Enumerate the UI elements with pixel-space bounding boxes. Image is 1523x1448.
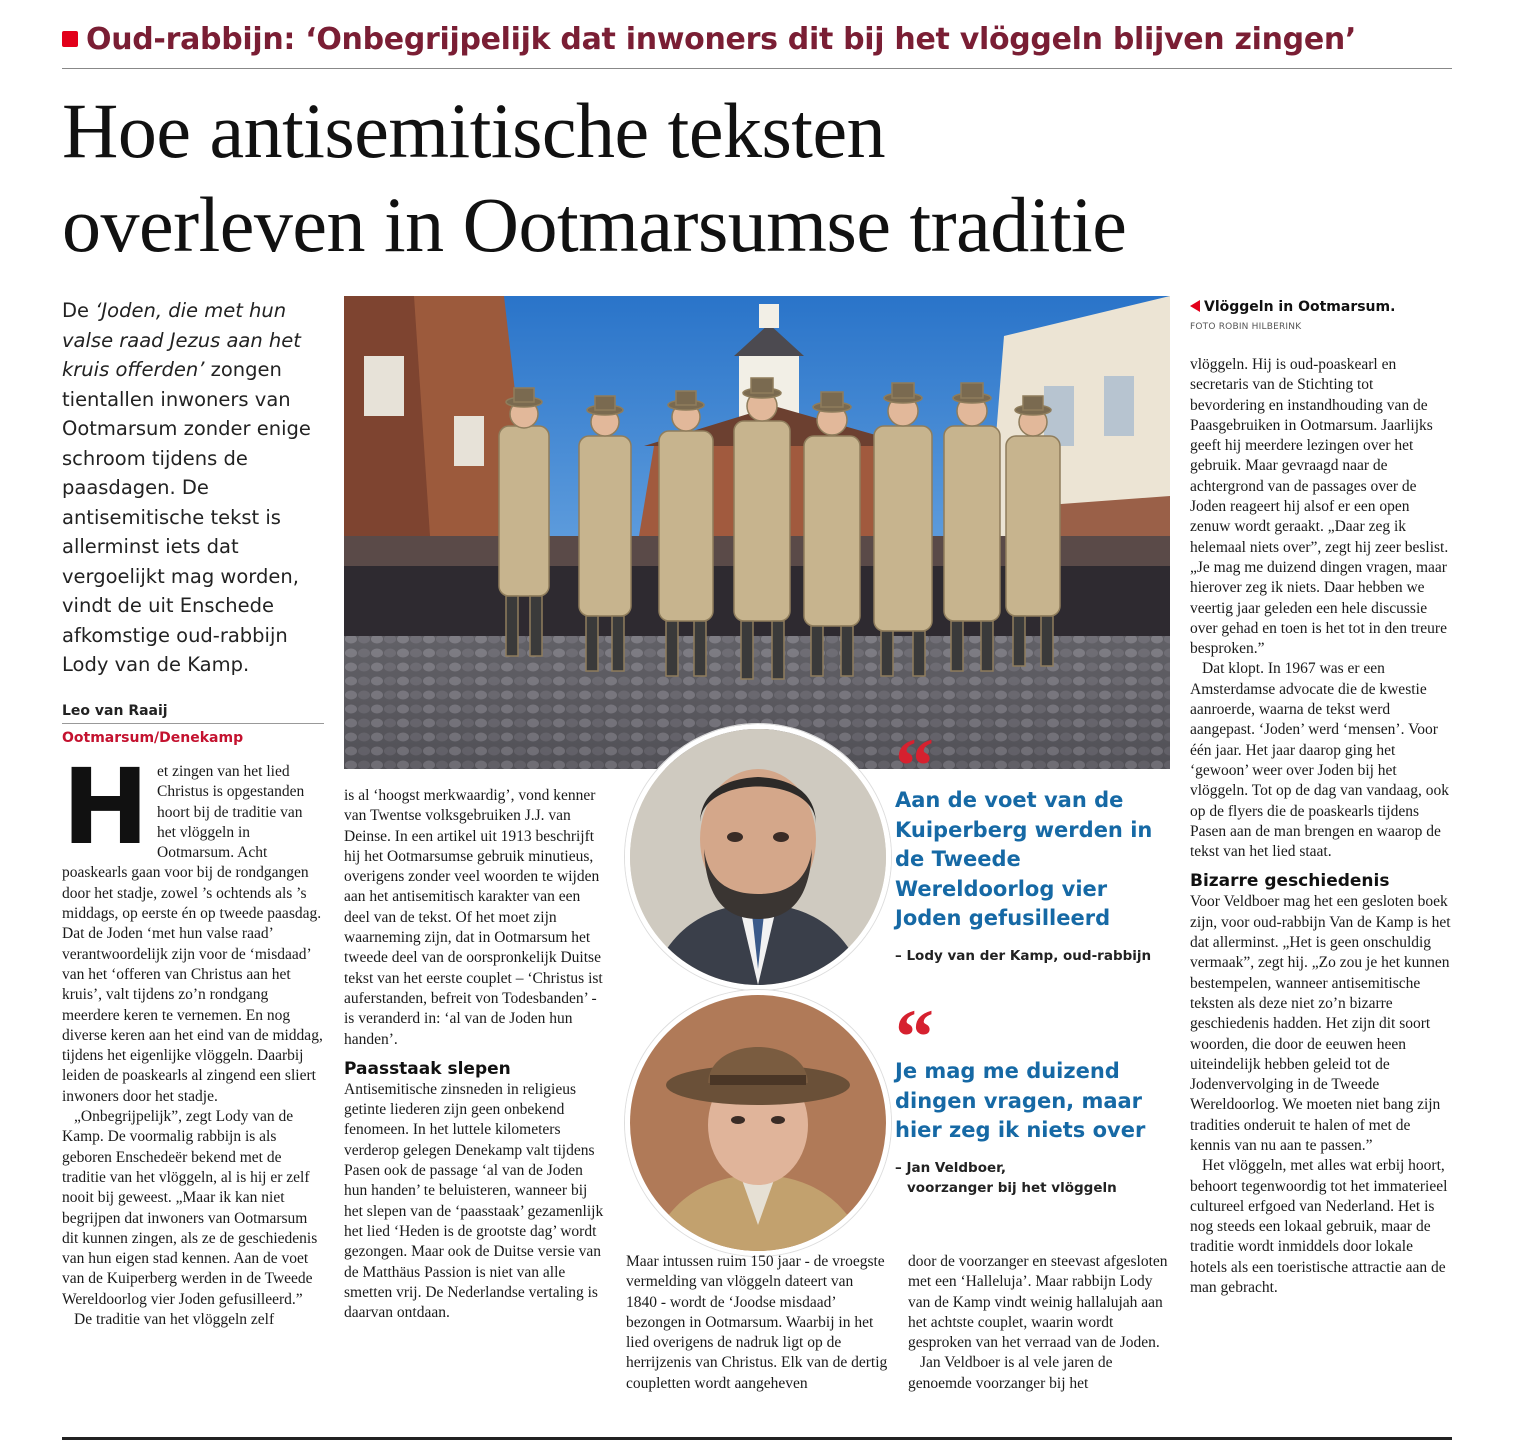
pull-quote-2-attribution-2: voorzanger bij het vlöggeln — [907, 1179, 1117, 1196]
column-4 — [908, 1252, 1170, 1394]
col5-paragraph-2: Dat klopt. In 1967 was er een Amsterdamse advocate die de kwestie aanroerde, waarna de tekst werd aangepast. ‘Joden’ werd ‘mensen’. Voor één jaar. Het jaar daarop ging het ‘gewoon’ weer over Joden bij het vlöggeln. Tot op de dag van vandaag, ook op de flyers die de poaskearls tijdens Pasen aan de man brengen en waarop de tekst van het lied staat. — [1190, 660, 1450, 861]
col2-paragraph-2: Antisemitische zinsneden in religieus getinte liederen zijn geen onbekend fenomeen. In het luttele kilometers verderop gelegen Denekamp valt tijdens Pasen ook de passage ‘al van de Joden hun handen’ te beluisteren, wanneer bij het slepen van de ‘paasstaak’ gezamenlijk het lied ‘Heden is de grootste dag’ wordt gezongen. Maar ook de Duitse versie van de Matthäus Passion is niet van alle smetten vrij. De Nederlandse vertaling is daarvan ontdaan. — [344, 1080, 604, 1322]
column-1 — [62, 746, 324, 1330]
pull-quote-1 — [895, 736, 1165, 966]
pull-quote-1-text: Aan de voet van de Kuiperberg werden in de Tweede Wereldoorlog vier Joden gefusilleerd — [895, 788, 1153, 930]
kicker-text: Oud-rabbijn: ‘Onbegrijpelijk dat inwoners dit bij het vlöggeln blijven zingen’ — [86, 22, 1357, 57]
headline-line-2: overleven in Ootmarsumse traditie — [62, 181, 1127, 268]
col2-subhead: Paasstaak slepen — [344, 1058, 511, 1079]
col5-subhead: Bizarre geschiedenis — [1190, 871, 1390, 892]
intro-rest: zongen tientallen inwoners van Ootmarsum zonder enige schroom tijdens de paasdagen. De antisemitische tekst is allerminst iets dat vergoelijkt mag worden, vindt de uit Enschede afkomstige oud-rabbijn Lody van de Kamp. — [62, 358, 311, 676]
column-5 — [1190, 355, 1452, 1298]
col4-paragraph-2: Jan Veldboer is al vele jaren de genoemde voorzanger bij het — [908, 1354, 1113, 1392]
col5-paragraph-1: vlöggeln. Hij is oud-poaskearl en secretaris van de Stichting tot bevordering en instandhouding van de Paasgebruiken in Ootmarsum. Jaarlijks geeft hij meerdere lezingen over het gebruik. Maar gevraagd naar de achtergrond van de passages over de Joden reageert hij alsof er een open zenuw wordt geraakt. „Daar zeg ik helemaal niets over”, zegt hij zeer beslist. „Je mag me duizend dingen vragen, maar hierover zeg ik niets. Daar hebben we veertig jaar geleden een hele discussie over gehad en toen is het tot in den treure besproken.” — [1190, 356, 1449, 658]
dropcap: H — [62, 746, 150, 868]
col5-paragraph-3: Voor Veldboer mag het een gesloten boek zijn, voor oud-rabbijn Van de Kamp is het dat allerminst. „Het is geen onschuldig vermaak”, zegt hij. „Zo zou je het kunnen bestempelen, wanneer antisemitische teksten als deze niet zo’n bizarre geschiedenis hadden. Het zijn dit soort woorden, die door de eeuwen heen uiteindelijk hebben geleid tot de Jodenvervolging in de Tweede Wereldoorlog. We moeten niet bang zijn tradities onderuit te halen of met de kennis van nu aan te passen.” — [1190, 893, 1451, 1154]
col3-paragraph-1: Maar intussen ruim 150 jaar - de vroegste vermelding van vlöggeln dateert van 1840 - wordt de ‘Joodse misdaad’ bezongen in Ootmarsum. Waarbij in het lied overigens de nadruk ligt op de herrijzenis van Christus. Elk van de dertig coupletten wordt aangeheven — [626, 1253, 888, 1392]
portrait-2-illustration — [630, 995, 886, 1251]
byline: Leo van Raaij — [62, 703, 324, 724]
headline-line-1: Hoe antisemitische teksten — [62, 87, 886, 174]
top-rule — [62, 68, 1452, 69]
col4-paragraph-1: door de voorzanger en steevast afgesloten met een ‘Halleluja’. Maar rabbijn Lody van de Kamp vindt weinig hallalujah aan het achtste couplet, waarin wordt gesproken van het verraad van de Joden. — [908, 1253, 1168, 1352]
kicker — [62, 22, 1462, 57]
portrait-1-illustration — [630, 729, 886, 985]
photo-caption-text: Vlöggeln in Ootmarsum. — [1204, 299, 1396, 315]
pull-quote-2-attribution-1: – Jan Veldboer, — [895, 1159, 1006, 1176]
vloggeln-photo-illustration — [344, 296, 1170, 769]
col5-paragraph-4: Het vlöggeln, met alles wat erbij hoort, behoort tegenwoordig tot het immaterieel cultureel erfgoed van Nederland. Het is nog steeds een lokaal gebruik, maar de traditie wordt inmiddels door lokale hotels als een toeristische attractie aan de man gebracht. — [1190, 1157, 1448, 1297]
column-2 — [344, 786, 606, 1323]
col1-paragraph-1: et zingen van het lied Christus is opgestanden hoort bij de traditie van het vlöggeln in Ootmarsum. Acht poaskearls gaan voor bij de rondgangen door het stadje, zowel ’s ochtends als ’s middags, op eerste én op tweede paasdag. Dat de Joden ‘met hun valse raad’ verantwoordelijk zijn voor de ‘misdaad’ van het ‘offeren van Christus aan het kruis’, valt tijdens zo’n rondgang meerdere keren te vernemen. En nog diverse keren aan het eind van de middag, tijdens het eigenlijke vlöggeln. Daarbij leiden de poaskearls al zingend een sliert inwoners door het stadje. — [62, 763, 323, 1105]
pull-quote-2 — [895, 1007, 1165, 1198]
col2-paragraph-1: is al ‘hoogst merkwaardig’, vond kenner van Twentse volksgebruiken J.J. van Deinse. In een artikel uit 1913 beschrijft hij het Ootmarsumse gebruik minutieus, overigens zonder veel woorden te wijden aan het antisemitisch karakter van een deel van de tekst. Of het moet zijn waarneming zijn, dat in Ootmarsum het tweede deel van de oorspronkelijk Duitse tekst van het eerste couplet – ‘Christus ist auferstanden, befreit von Todesbanden’ - is veranderd in: ‘al van de Joden hun handen’. — [344, 787, 603, 1048]
pull-quote-1-attribution: – Lody van der Kamp, oud-rabbijn — [895, 947, 1152, 964]
intro-paragraph — [62, 296, 332, 680]
intro-quote: ‘Joden, die met hun valse raad Jezus aan het kruis offerden’ — [62, 299, 301, 381]
portrait-lody-van-de-kamp — [625, 724, 891, 990]
quote-mark-icon: “ — [895, 1007, 934, 1053]
col1-paragraph-2: „Onbegrijpelijk”, zegt Lody van de Kamp. De voormalig rabbijn is als geboren Enschedeër bekend met de traditie van het vlöggeln, al is hij er zelf nooit bij geweest. „Maar ik kan niet begrijpen dat inwoners van Ootmarsum dit kunnen zingen, als ze de geschiedenis van hun eigen stad kennen. Aan de voet van de Kuiperberg werden in de Tweede Wereldoorlog vier Joden gefusilleerd.” — [62, 1108, 318, 1308]
column-3 — [626, 1252, 888, 1394]
dateline-place: Ootmarsum/Denekamp — [62, 730, 244, 746]
kicker-bullet-icon — [62, 31, 78, 47]
headline — [62, 84, 1482, 272]
portrait-jan-veldboer — [625, 990, 891, 1256]
pull-quote-2-text: Je mag me duizend dingen vragen, maar hier zeg ik niets over — [895, 1059, 1146, 1142]
main-photo — [344, 296, 1170, 769]
quote-mark-icon: “ — [895, 736, 934, 782]
photo-caption — [1190, 299, 1395, 315]
col1-paragraph-3: De traditie van het vlöggeln zelf — [74, 1311, 275, 1329]
bottom-rule — [62, 1437, 1452, 1440]
caption-pointer-icon — [1190, 300, 1200, 312]
intro-lead: De — [62, 299, 96, 322]
photo-credit: FOTO ROBIN HILBERINK — [1190, 322, 1302, 332]
